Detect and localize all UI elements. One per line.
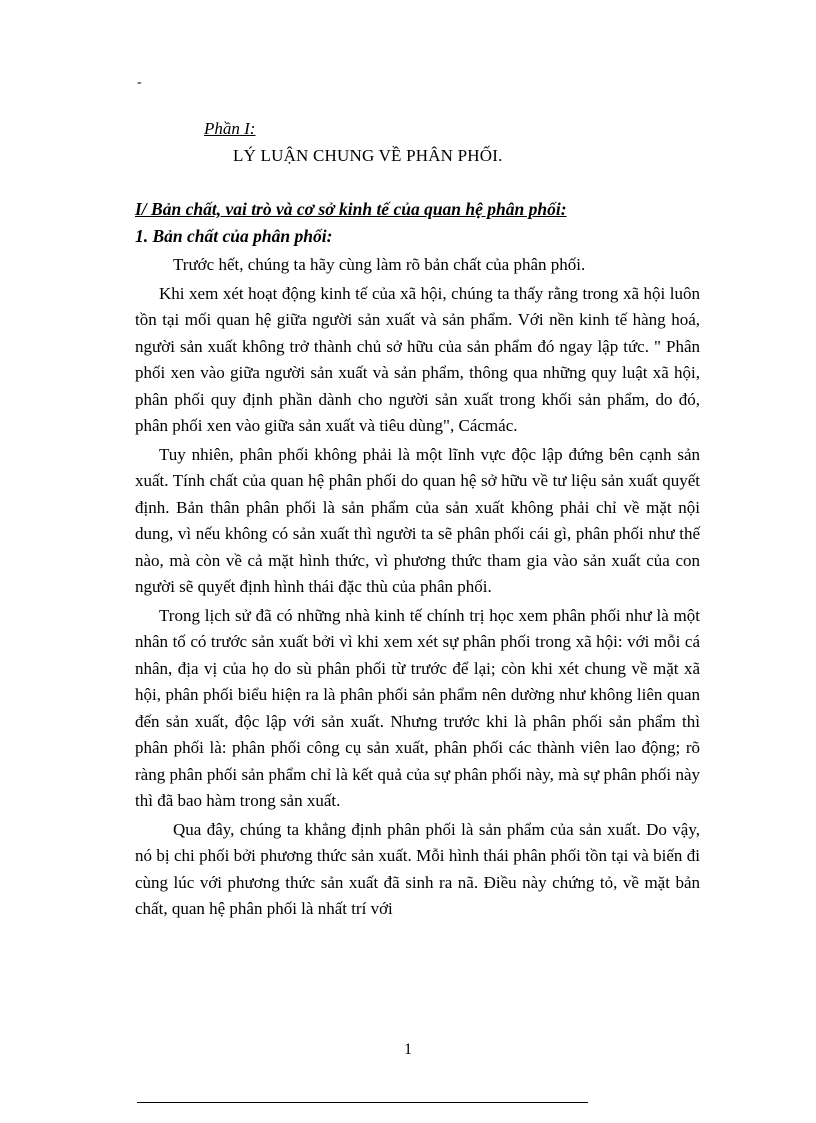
part-label: Phần I: (204, 119, 256, 138)
body-text (135, 252, 700, 925)
paragraph-producer-product: Khi xem xét hoạt động kinh tế của xã hội, chúng ta thấy rằng trong xã hội luôn tồn tại mối quan hệ giữa người sản xuất và sản phẩm. Với nền kinh tế hàng hoá, người sản xuất không trở thành chủ sở hữu của sản phẩm đó ngay lập tức. " Phân phối xen vào giữa người sản xuất và sản phẩm, thông qua những quy luật xã hội, phân phối quy định phần dành cho người sản xuất trong khối sản phẩm, do đó, phân phối xen vào giữa sản xuất và tiêu dùng", Cácmác. (135, 283, 700, 435)
sub-heading: 1. Bản chất của phân phối: (135, 226, 333, 246)
paragraph-conclusion: Qua đây, chúng ta khẳng định phân phối là sản phẩm của sản xuất. Do vậy, nó bị chi phối bởi phương thức sản xuất. Mỗi hình thái phân phối tồn tại và biến đi cùng lúc với phương thức sản xuất đã sinh ra nã. Điều này chứng tỏ, về mặt bản chất, quan hệ phân phối là nhất trí với (135, 819, 700, 918)
page-number: 1 (404, 1041, 412, 1058)
footer-divider (137, 1102, 588, 1103)
paragraph-not-independent: Tuy nhiên, phân phối không phải là một lĩnh vực độc lập đứng bên cạnh sản xuất. Tính chất của quan hệ phân phối do quan hệ sở hữu về tư liệu sản xuất quyết định. Bản thân phân phối là sản phẩm của sản xuất không phải chỉ về mặt nội dung, vì nếu không có sản xuất thì người ta sẽ phân phối cái gì, phân phối như thế nào, mà còn về cả mặt hình thức, vì phương thức tham gia vào sản xuất của con người sẽ quyết định hình thái đặc thù của phân phối. (135, 444, 700, 596)
section-heading: I/ Bản chất, vai trò và cơ sở kinh tế của quan hệ phân phối: (135, 199, 567, 219)
paragraph-history: Trong lịch sử đã có những nhà kinh tế chính trị học xem phân phối như là một nhân tố có trước sản xuất bởi vì khi xem xét sự phân phối trong xã hội: với mỗi cá nhân, địa vị của họ do sù phân phối từ trước để lại; còn khi xét chung về mặt xã hội, phân phối biểu hiện ra là phân phối sản phẩm nên dường như không liên quan đến sản xuất, độc lập với sản xuất. Nhưng trước khi là phân phối sản phẩm thì phân phối là: phân phối công cụ sản xuất, phân phối các thành viên lao động; rõ ràng phân phối sản phẩm chỉ là kết quả của sự phân phối này, mà sự phân phối này thì đã bao hàm trong sản xuất. (135, 605, 700, 810)
paragraph-intro: Trước hết, chúng ta hãy cùng làm rõ bản chất của phân phối. (173, 255, 586, 274)
top-mark: - (137, 75, 142, 90)
chapter-title: LÝ LUẬN CHUNG VỀ PHÂN PHỐI. (233, 146, 503, 165)
